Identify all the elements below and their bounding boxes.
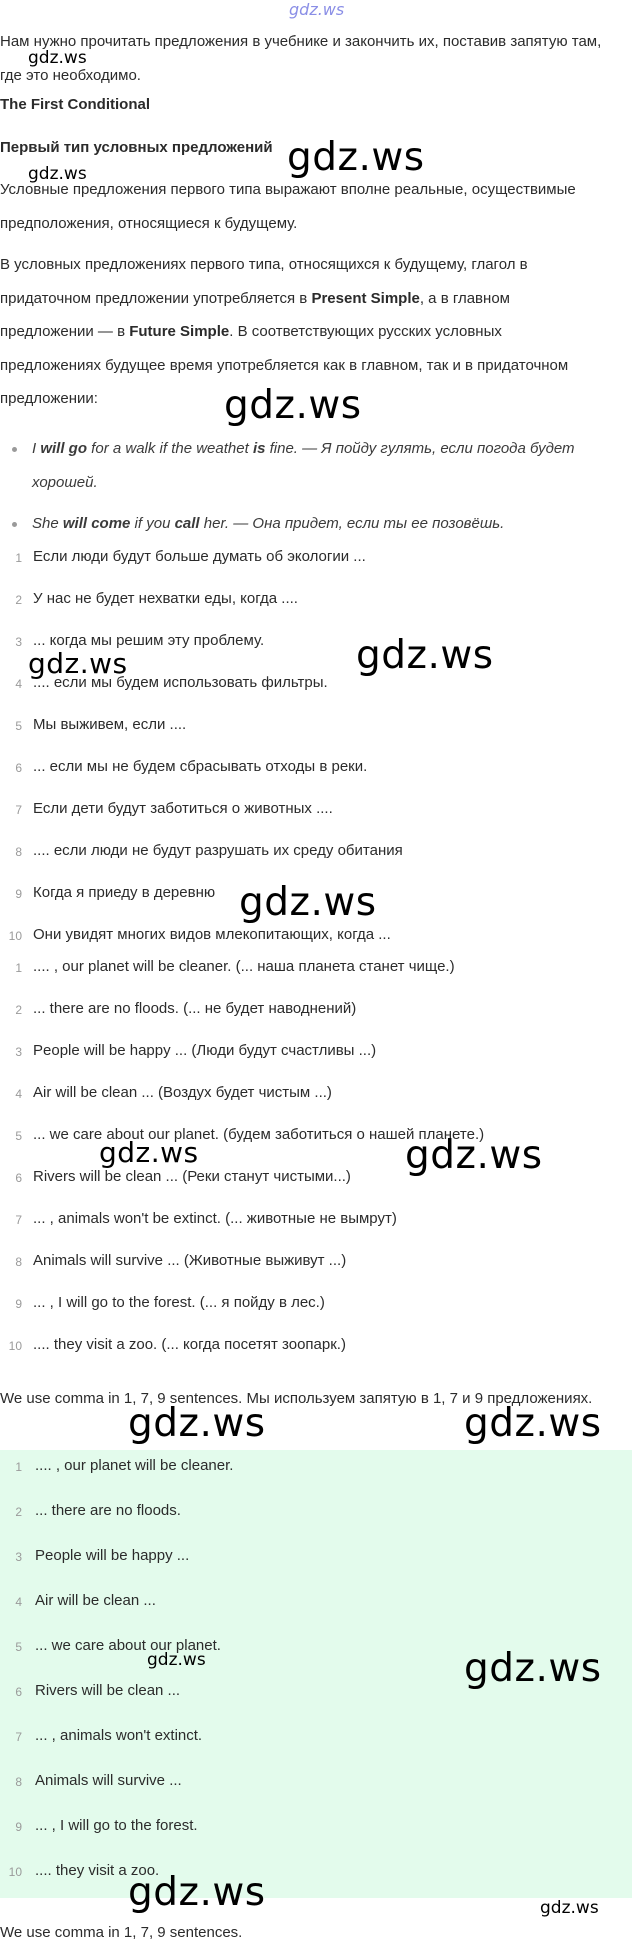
watermark-top: gdz.ws	[289, 0, 345, 19]
watermark: gdz.ws	[356, 633, 494, 678]
comma-note: We use comma in 1, 7, 9 sentences. Мы используем запятую в 1, 7 и 9 предложениях.	[0, 1390, 593, 1407]
final-note: We use comma in 1, 7, 9 sentences.	[0, 1924, 243, 1941]
watermark: gdz.ws	[28, 164, 87, 184]
watermark: gdz.ws	[287, 135, 425, 180]
watermark: gdz.ws	[99, 1136, 199, 1169]
watermark: gdz.ws	[28, 48, 87, 68]
watermark: gdz.ws	[464, 1646, 602, 1691]
watermark: gdz.ws	[464, 1401, 602, 1446]
watermark: gdz.ws	[147, 1650, 206, 1670]
heading-first-conditional: The First Conditional	[0, 96, 150, 113]
watermark: gdz.ws	[239, 880, 377, 925]
example-sentence: I will go for a walk if the weathet is fine. — Я пойду гулять, если погода будет хорошей.	[32, 440, 575, 491]
bullet-icon	[12, 447, 17, 452]
watermark: gdz.ws	[405, 1133, 543, 1178]
watermark: gdz.ws	[28, 647, 128, 680]
theory-paragraph-2: В условных предложениях первого типа, относящихся к будущему, глагол в придаточном предложении употребляется в Present Simple, а в главном предложении — в Future Simple. В соответствующих русских условных предложениях будущее время употребляется как в главном, так и в придаточном предложении:	[0, 256, 569, 407]
watermark: gdz.ws	[540, 1898, 599, 1918]
intro-paragraph: Нам нужно прочитать предложения в учебнике и закончить их, поставив запятую там, где это необходимо.	[0, 33, 602, 84]
bullet-icon	[12, 522, 17, 527]
watermark: gdz.ws	[224, 383, 362, 428]
watermark: gdz.ws	[128, 1401, 266, 1446]
watermark: gdz.ws	[128, 1870, 266, 1915]
heading-first-conditional-ru: Первый тип условных предложений	[0, 139, 273, 156]
theory-paragraph-1: Условные предложения первого типа выражают вполне реальные, осуществимые предположения, относящиеся к будущему.	[0, 181, 576, 232]
example-sentence: She will come if you call her. — Она придет, если ты ее позовёшь.	[32, 515, 505, 532]
